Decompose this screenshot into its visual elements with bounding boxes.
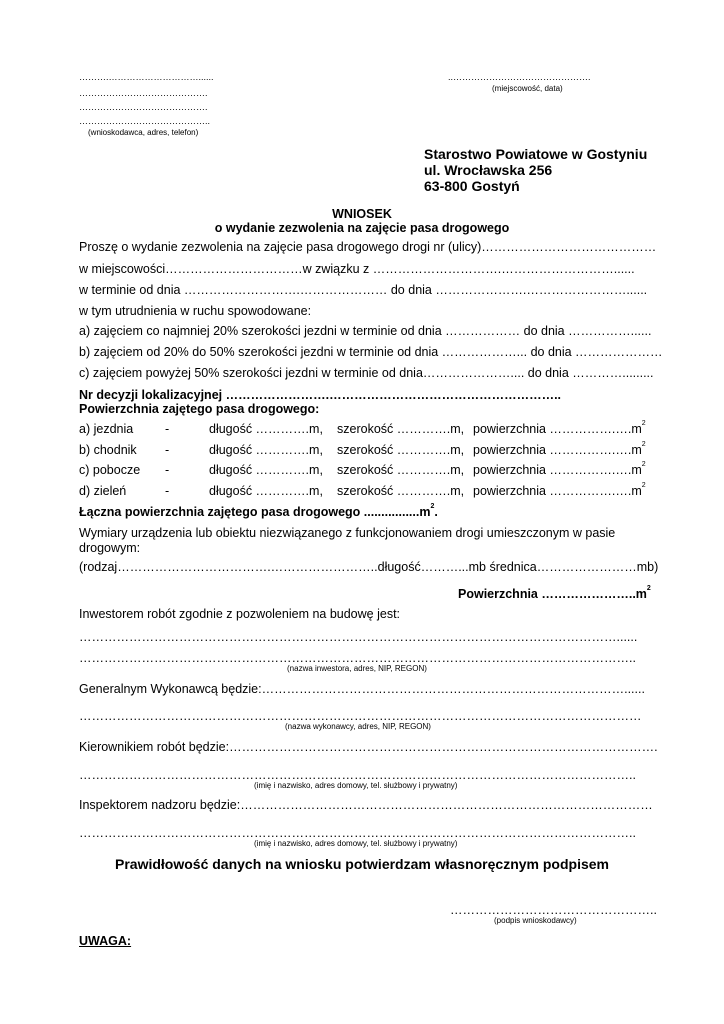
- surface-row-roadway: [79, 422, 649, 438]
- surface-area-text: powierzchnia …………….….m: [473, 443, 642, 457]
- place-date-caption: (miejscowość, data): [492, 84, 563, 93]
- device-line-1: Wymiary urządzenia lub obiektu niezwiązanego z funkcjonowaniem drogi umieszczonym w pasie: [79, 526, 616, 540]
- inspector-label: Inspektorem nadzoru będzie:………………………………………………………………………………………: [79, 798, 653, 812]
- manager-caption: (imię i nazwisko, adres domowy, tel. służbowy i prywatny): [254, 781, 458, 790]
- investor-caption: (nazwa inwestora, adres, NIP, REGON): [287, 664, 427, 673]
- surface-width: szerokość ………….m,: [337, 484, 465, 498]
- applicant-line-3: …………………………………….: [79, 102, 208, 112]
- surface-area-text: powierzchnia …………….….m: [473, 463, 642, 477]
- investor-label: Inwestorem robót zgodnie z pozwoleniem na budowę jest:: [79, 607, 401, 621]
- surface-area: [473, 484, 646, 498]
- total-area-sup: 2: [430, 503, 435, 510]
- inspector-caption: (imię i nazwisko, adres domowy, tel. służbowy i prywatny): [254, 839, 458, 848]
- contractor-line: ………………………………………………………………………………………………………………………: [79, 709, 642, 723]
- document-subtitle: o wydanie zezwolenia na zajęcie pasa drogowego: [214, 221, 510, 235]
- difficulty-line: w tym utrudnienia w ruchu spowodowane:: [79, 304, 312, 318]
- manager-label: Kierownikiem robót będzie:………………………………………………………………………………………….: [79, 740, 658, 754]
- surface-dash: -: [165, 484, 170, 498]
- surface-row-shoulder: [79, 463, 649, 479]
- surface-area-sup: 2: [641, 482, 646, 489]
- inspector-line: ……………………………………………………………………………………………………………………..: [79, 826, 636, 840]
- road-number-line: Proszę o wydanie zezwolenia na zajęcie pasa drogowego drogi nr (ulicy)……………………………………: [79, 240, 657, 254]
- document-title: WNIOSEK: [332, 207, 392, 221]
- surface-dash: -: [165, 443, 170, 457]
- surface-label: d) zieleń: [79, 484, 127, 498]
- difficulty-b-line: b) zajęciem od 20% do 50% szerokości jezdni w terminie od dnia ………………... do dnia …………………: [79, 345, 663, 359]
- applicant-line-1: ……….…………………………......: [79, 72, 214, 82]
- contractor-caption: (nazwa wykonawcy, adres, NIP, REGON): [285, 722, 431, 731]
- surface-row-sidewalk: [79, 443, 649, 459]
- surface-length: długość ………….m,: [209, 422, 323, 436]
- surface-area: [473, 443, 646, 457]
- surface-dash: -: [165, 463, 170, 477]
- surface-label: a) jezdnia: [79, 422, 134, 436]
- signature-line: …………………………………………..: [450, 903, 657, 917]
- device-line-3: (rodzaj……………………………….……………………..długość………...mb średnica……………………mb): [79, 560, 659, 574]
- device-area-sup: 2: [646, 585, 651, 592]
- applicant-caption: (wnioskodawca, adres, telefon): [88, 128, 199, 137]
- surface-heading: Powierzchnia zajętego pasa drogowego:: [79, 402, 320, 416]
- device-area-line: [458, 587, 651, 601]
- difficulty-a-line: a) zajęciem co najmniej 20% szerokości jezdni w terminie od dnia ……………… do dnia ……………......: [79, 324, 652, 338]
- device-line-2: drogowym:: [79, 541, 141, 555]
- surface-area-sup: 2: [641, 461, 646, 468]
- surface-area-text: powierzchnia …………….….m: [473, 484, 642, 498]
- note-heading: UWAGA:: [79, 934, 132, 948]
- addressee-line-1: Starostwo Powiatowe w Gostyniu: [424, 146, 648, 162]
- term-line: w terminie od dnia ……………………….………………… do dnia ………………….……………………......: [79, 283, 648, 297]
- decision-number-line: Nr decyzji lokalizacyjnej …………………….………………………………………………..: [79, 388, 562, 402]
- surface-length: długość ………….m,: [209, 463, 323, 477]
- applicant-line-2: …………………………………….: [79, 88, 208, 98]
- total-area-line: [79, 505, 649, 519]
- total-area-end: .: [434, 505, 438, 519]
- investor-line-1: …………………………………………………………………………………………………………………......: [79, 630, 638, 644]
- difficulty-c-line: c) zajęciem powyżej 50% szerokości jezdni w terminie od dnia………………….... do dnia ………….........: [79, 366, 654, 380]
- applicant-line-4: ……………………………………..: [79, 116, 211, 126]
- place-purpose-line: w miejscowości……………………………w związku z ………………………….………………………......: [79, 262, 635, 276]
- surface-width: szerokość ………….m,: [337, 463, 465, 477]
- confirmation-statement: Prawidłowość danych na wniosku potwierdzam własnoręcznym podpisem: [115, 856, 609, 872]
- surface-label: c) pobocze: [79, 463, 141, 477]
- manager-line: ……………………………………………………………………………………………………………………..: [79, 768, 636, 782]
- addressee-line-3: 63-800 Gostyń: [424, 178, 520, 194]
- surface-area-sup: 2: [641, 420, 646, 427]
- investor-line-2: ……………………………………………………………………………………………………………………..: [79, 651, 636, 665]
- surface-row-greenery: [79, 484, 649, 500]
- surface-length: długość ………….m,: [209, 484, 323, 498]
- surface-length: długość ………….m,: [209, 443, 323, 457]
- signature-caption: (podpis wnioskodawcy): [494, 916, 577, 925]
- surface-width: szerokość ………….m,: [337, 422, 465, 436]
- surface-label: b) chodnik: [79, 443, 137, 457]
- addressee-line-2: ul. Wrocławska 256: [424, 162, 553, 178]
- surface-area-sup: 2: [641, 441, 646, 448]
- place-date-line: ..……………………………………….: [448, 72, 591, 82]
- surface-dash: -: [165, 422, 170, 436]
- surface-area-text: powierzchnia …………….….m: [473, 422, 642, 436]
- total-area-text: Łączna powierzchnia zajętego pasa drogowego ................m: [79, 505, 431, 519]
- device-area-text: Powierzchnia …………………..m: [458, 587, 647, 601]
- surface-area: [473, 463, 646, 477]
- contractor-label: Generalnym Wykonawcą będzie:……………………………………………………………………………......: [79, 682, 645, 696]
- surface-area: [473, 422, 646, 436]
- surface-width: szerokość ………….m,: [337, 443, 465, 457]
